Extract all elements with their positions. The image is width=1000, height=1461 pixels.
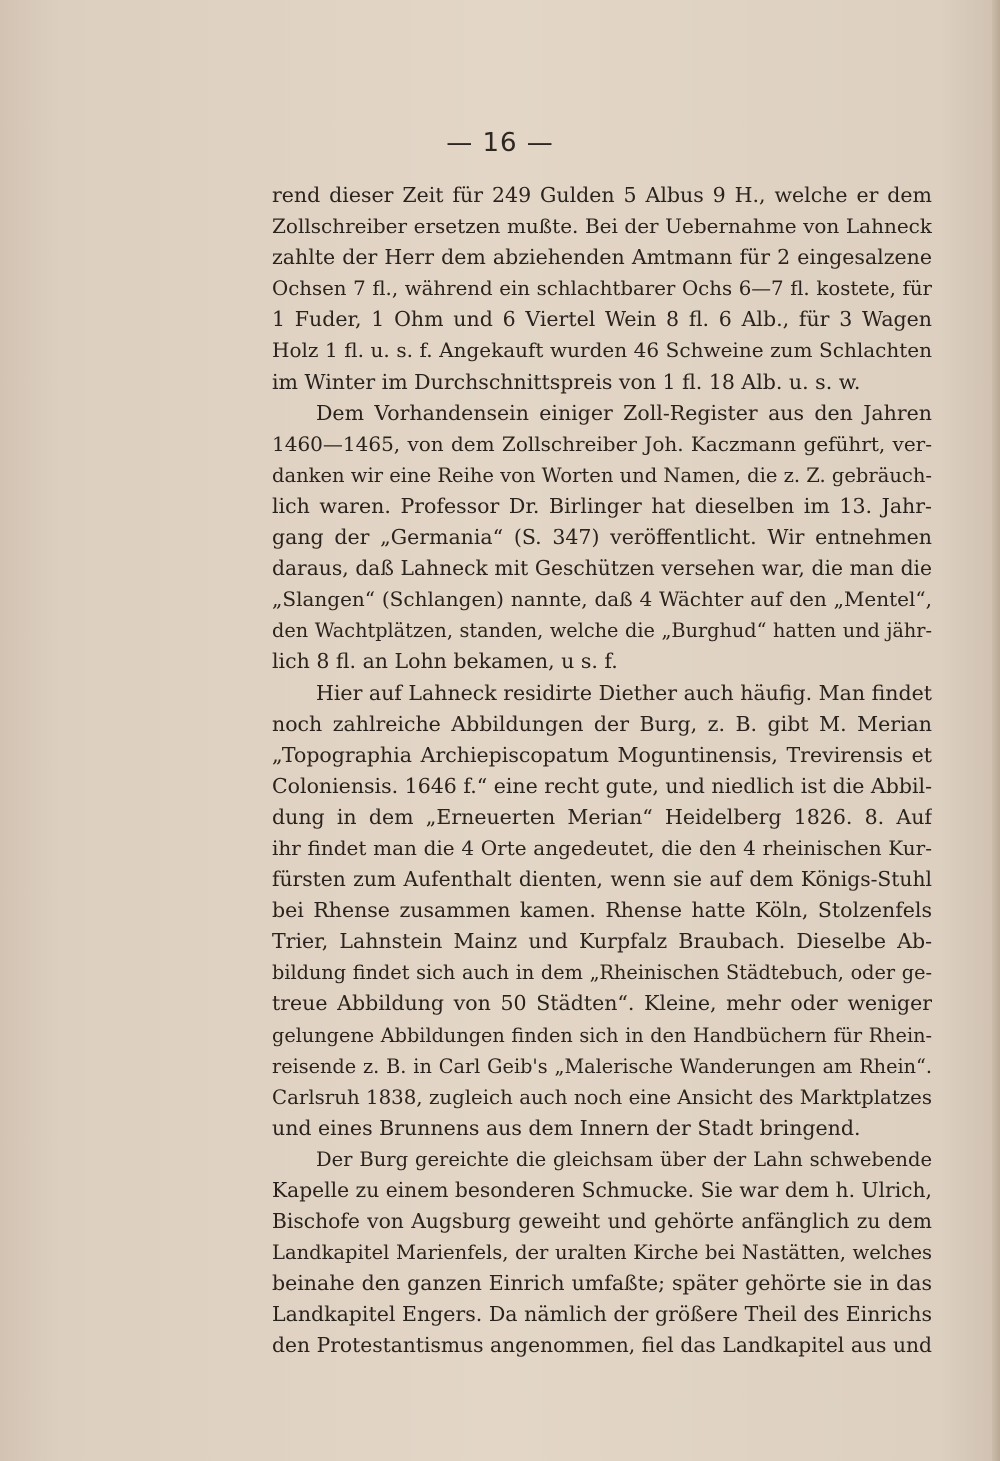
text-line: daraus, daß Lahneck mit Geschützen versehen war, die man die xyxy=(272,556,932,581)
text-line: Bischofe von Augsburg geweiht und gehörte anfänglich zu dem xyxy=(272,1209,932,1234)
text-line: Zollschreiber ersetzen mußte. Bei der Uebernahme von Lahneck xyxy=(272,214,932,239)
text-line: Trier, Lahnstein Mainz und Kurpfalz Braubach. Dieselbe Ab- xyxy=(272,929,932,954)
text-line: noch zahlreiche Abbildungen der Burg, z. B. gibt M. Merian xyxy=(272,711,932,736)
text-line: beinahe den ganzen Einrich umfaßte; später gehörte sie in das xyxy=(272,1271,932,1296)
text-line: ihr findet man die 4 Orte angedeutet, die den 4 rheinischen Kur- xyxy=(272,835,932,860)
text-line: fürsten zum Aufenthalt dienten, wenn sie auf dem Königs-Stuhl xyxy=(272,867,932,892)
paragraph-3 xyxy=(272,678,932,1144)
text-line: Dem Vorhandensein einiger Zoll-Register aus den Jahren xyxy=(316,400,932,425)
text-line: lich waren. Professor Dr. Birlinger hat dieselben im 13. Jahr- xyxy=(272,493,932,518)
text-line: Kapelle zu einem besonderen Schmucke. Sie war dem h. Ulrich, xyxy=(272,1178,932,1202)
text-line: gang der „Germania“ (S. 347) veröffentlicht. Wir entnehmen xyxy=(272,525,932,550)
text-line: reisende z. B. in Carl Geib's „Malerische Wanderungen am Rhein“. xyxy=(272,1054,932,1078)
text-line: Ochsen 7 fl., während ein schlachtbarer Ochs 6—7 fl. kostete, für xyxy=(272,277,932,301)
text-line: im Winter im Durchschnittspreis von 1 fl. 18 Alb. u. s. w. xyxy=(272,369,861,394)
text-line: 1460—1465, von dem Zollschreiber Joh. Kaczmann geführt, ver- xyxy=(272,431,932,456)
text-line: Der Burg gereichte die gleichsam über der Lahn schwebende xyxy=(316,1147,932,1171)
text-line: 1 Fuder, 1 Ohm und 6 Viertel Wein 8 fl. 6 Alb., für 3 Wagen xyxy=(272,307,932,332)
paragraph-4 xyxy=(272,1144,932,1362)
text-line: bildung findet sich auch in dem „Rheinischen Städtebuch, oder ge- xyxy=(272,961,932,985)
text-line: rend dieser Zeit für 249 Gulden 5 Albus 9 H., welche er dem xyxy=(272,183,932,207)
body-text xyxy=(272,180,932,1362)
text-line: Coloniensis. 1646 f.“ eine recht gute, und niedlich ist die Abbil- xyxy=(272,773,932,798)
text-line: Landkapitel Marienfels, der uralten Kirche bei Nastätten, welches xyxy=(272,1241,932,1265)
paragraph-1 xyxy=(272,180,932,398)
text-line: „Slangen“ (Schlangen) nannte, daß 4 Wächter auf den „Mentel“, xyxy=(272,587,932,612)
text-line: treue Abbildung von 50 Städten“. Kleine, mehr oder weniger xyxy=(272,991,932,1016)
page-number: — 16 — xyxy=(446,128,554,158)
text-line: den Protestantismus angenommen, fiel das Landkapitel aus und xyxy=(272,1333,932,1358)
text-line: dung in dem „Erneuerten Merian“ Heidelberg 1826. 8. Auf xyxy=(272,804,932,829)
text-line: zahlte der Herr dem abziehenden Amtmann für 2 eingesalzene xyxy=(272,245,932,270)
text-line: Carlsruh 1838, zugleich auch noch eine Ansicht des Marktplatzes xyxy=(272,1085,932,1109)
text-line: den Wachtplätzen, standen, welche die „Burghud“ hatten und jähr- xyxy=(272,619,932,643)
text-line: danken wir eine Reihe von Worten und Namen, die z. Z. gebräuch- xyxy=(272,463,932,487)
text-line: Landkapitel Engers. Da nämlich der größere Theil des Einrichs xyxy=(272,1302,932,1327)
text-line: bei Rhense zusammen kamen. Rhense hatte Köln, Stolzenfels xyxy=(272,898,932,923)
text-line: Hier auf Lahneck residirte Diether auch häufig. Man findet xyxy=(316,680,932,705)
paragraph-2 xyxy=(272,398,932,678)
text-line: Holz 1 fl. u. s. f. Angekauft wurden 46 Schweine zum Schlachten xyxy=(272,338,932,363)
text-line: „Topographia Archiepiscopatum Moguntinensis, Trevirensis et xyxy=(272,742,932,767)
text-line: gelungene Abbildungen finden sich in den Handbüchern für Rhein- xyxy=(272,1023,932,1047)
page-edge xyxy=(992,0,1000,1461)
text-line: lich 8 fl. an Lohn bekamen, u s. f. xyxy=(272,649,618,674)
text-line: und eines Brunnens aus dem Innern der Stadt bringend. xyxy=(272,1115,861,1140)
